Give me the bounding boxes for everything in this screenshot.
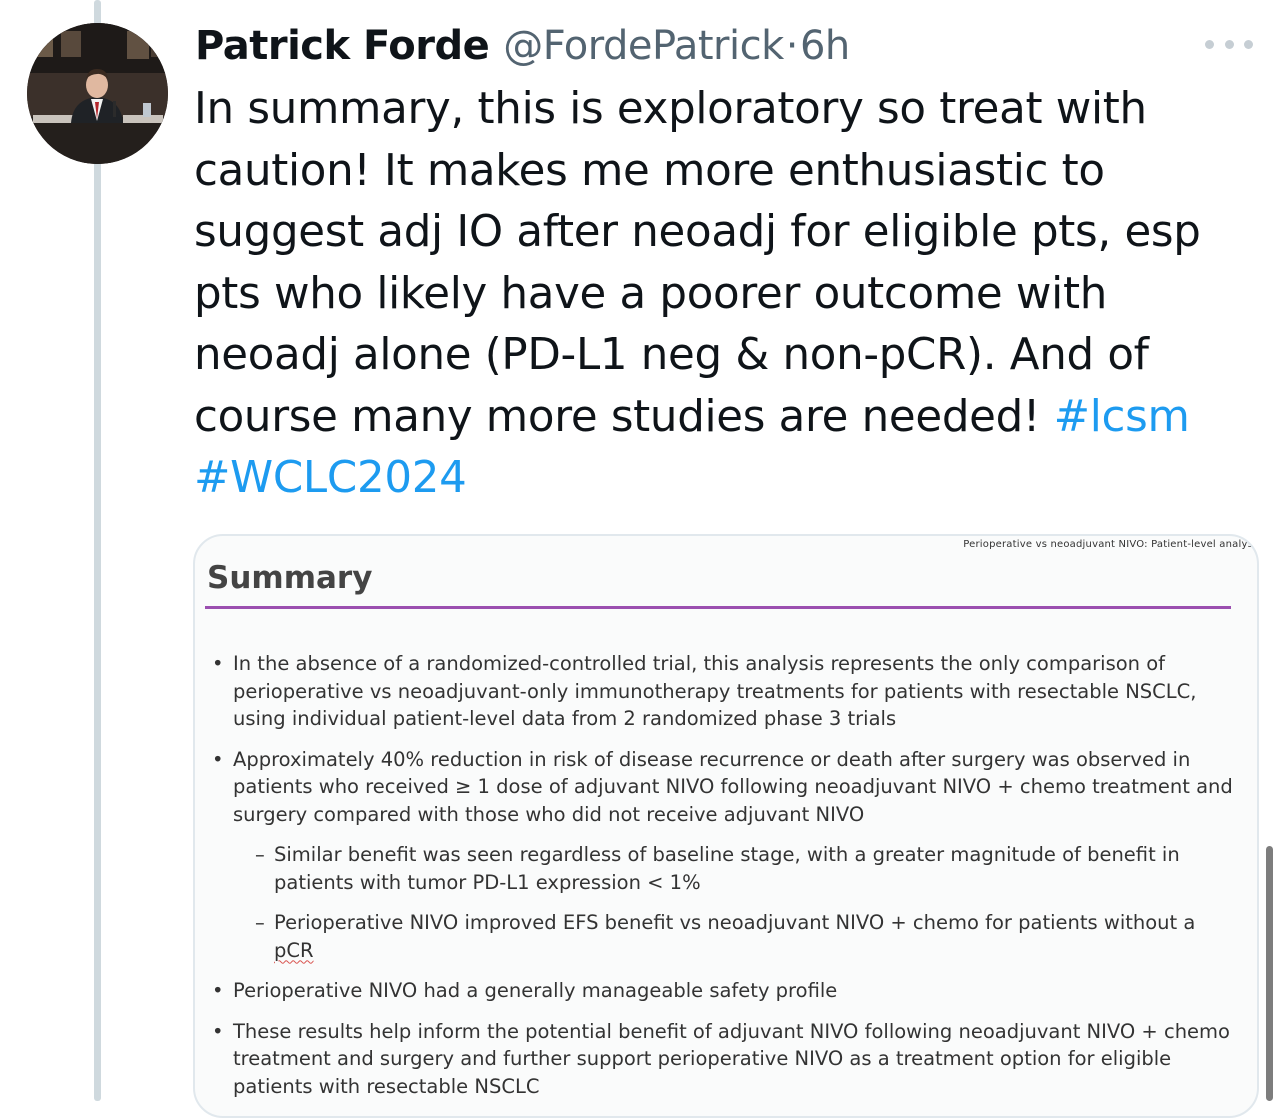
slide-bullet: • Approximately 40% reduction in risk of disease recurrence or death after surgery was observed in patients who received ≥ 1 dose of adjuvant NIVO following neoadjuvant NIVO + chemo treatment and surgery compared with those who did not receive adjuvant NIVO xyxy=(195,746,1257,829)
tweet-body: In summary, this is exploratory so treat with caution! It makes me more enthusiastic to suggest adj IO after neoadj for eligible pts, esp pts who likely have a poorer outcome with neoadj alone (PD-L1 neg & non-pCR). And of course many more studies are needed! xyxy=(194,84,1201,442)
slide-header-tag: Perioperative vs neoadjuvant NIVO: Patient-level analys xyxy=(963,539,1253,550)
attached-image[interactable] xyxy=(193,534,1259,1118)
thread-connector-line xyxy=(94,0,101,1101)
hashtag-link[interactable]: #WCLC2024 xyxy=(194,453,467,503)
slide-title-rule xyxy=(205,606,1231,609)
more-dot xyxy=(1225,40,1234,49)
hashtag-link[interactable]: #lcsm xyxy=(1053,391,1190,442)
slide-title: Summary xyxy=(207,560,373,596)
slide-bullet: • These results help inform the potential benefit of adjuvant NIVO following neoadjuvant NIVO + chemo treatment and surgery and further support perioperative NIVO as a treatment option for eligible patients with resectable NSCLC xyxy=(195,1018,1257,1101)
slide-sub-bullet-text: Perioperative NIVO improved EFS benefit vs neoadjuvant NIVO + chemo for patients without a xyxy=(274,911,1196,934)
slide-bullet: • In the absence of a randomized-controlled trial, this analysis represents the only comparison of perioperative vs neoadjuvant-only immunotherapy treatments for patients with resectable NSCLC, using individual patient-level data from 2 randomized phase 3 trials xyxy=(195,650,1257,733)
avatar-photo xyxy=(27,23,168,164)
more-horizontal-icon[interactable] xyxy=(1205,32,1253,56)
slide-sub-bullet-term: pCR xyxy=(274,938,314,962)
more-dot xyxy=(1205,40,1214,49)
scrollbar-thumb[interactable] xyxy=(1266,846,1273,1101)
slide-bullet-list xyxy=(195,650,1257,1113)
author-name[interactable]: Patrick Forde xyxy=(195,23,490,69)
tweet-header xyxy=(195,20,850,72)
tweet-text xyxy=(194,79,1204,510)
slide-sub-bullet xyxy=(195,909,1257,964)
slide-sub-bullet: – Similar benefit was seen regardless of baseline stage, with a greater magnitude of benefit in patients with tumor PD-L1 expression < 1% xyxy=(195,841,1257,896)
more-dot xyxy=(1244,40,1253,49)
avatar[interactable] xyxy=(27,23,168,164)
tweet-timestamp[interactable]: 6h xyxy=(799,23,850,69)
header-separator: · xyxy=(785,23,798,69)
author-handle[interactable]: @FordePatrick xyxy=(503,23,784,69)
slide-bullet: • Perioperative NIVO had a generally manageable safety profile xyxy=(195,977,1257,1005)
